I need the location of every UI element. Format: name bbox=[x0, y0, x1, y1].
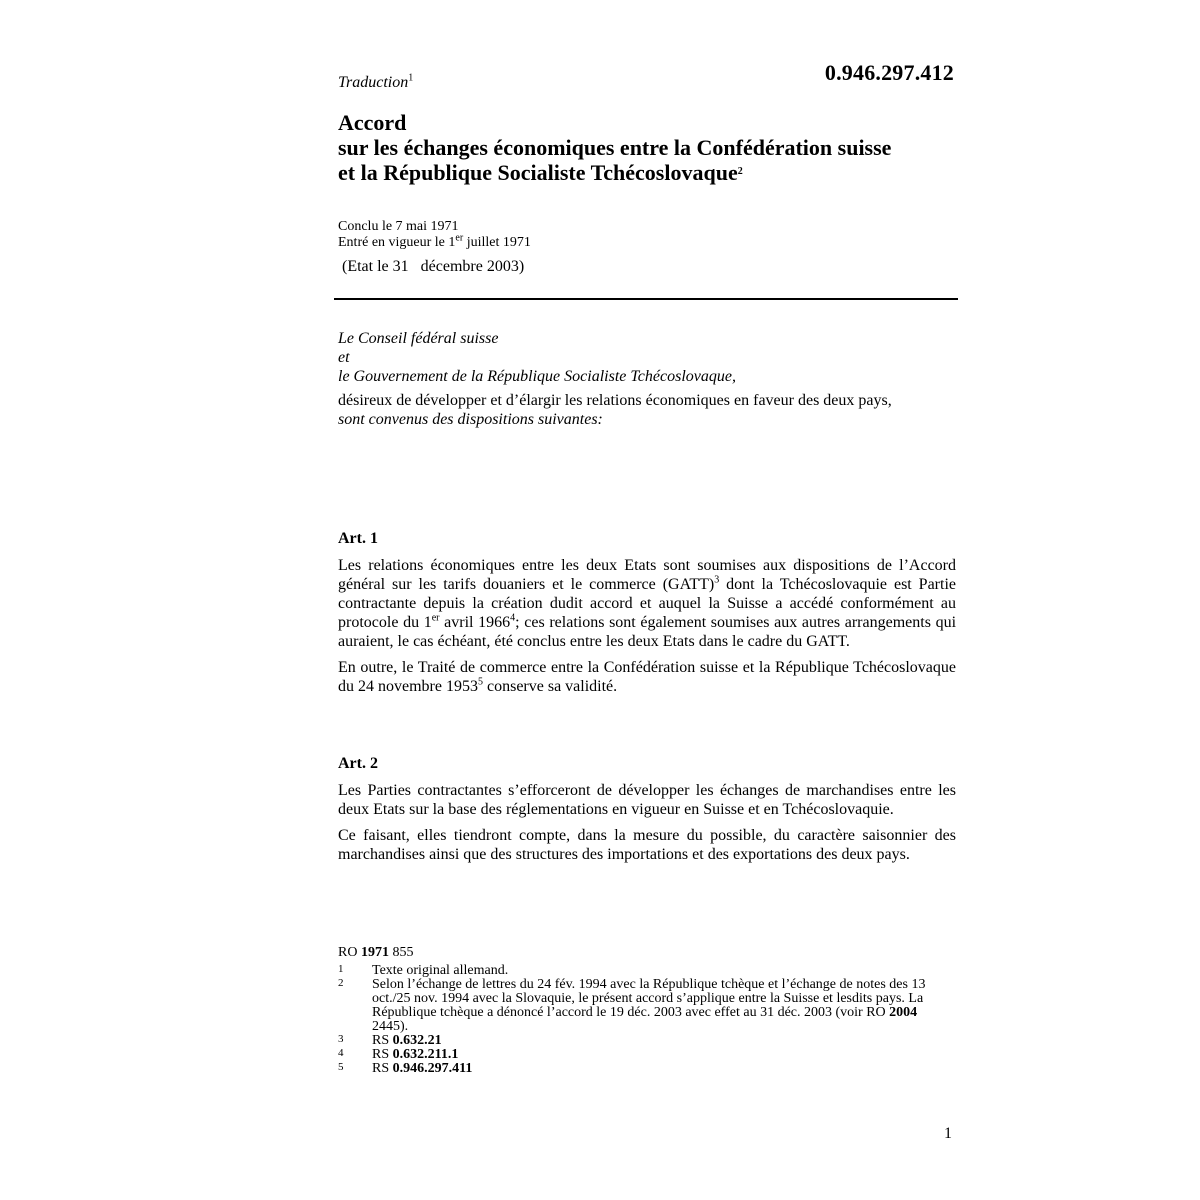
footnote-ref-4[interactable]: 4 bbox=[510, 612, 516, 624]
footnote-number: 2 bbox=[338, 977, 344, 989]
footnote-2-ro-year: 2004 bbox=[889, 1005, 918, 1020]
ro-reference bbox=[338, 946, 938, 960]
article-2-paragraph-1: Les Parties contractantes s’efforceront de développer les échanges de marchandises entre les deux Etats sur la base des réglementations en vigueur en Suisse et en Tchécoslovaquie. bbox=[338, 782, 956, 818]
footnote-text: Texte original allemand. bbox=[372, 963, 509, 978]
rs-prefix: RS bbox=[372, 1033, 393, 1048]
art1-p1-part-d: ; ces relations sont également soumises aux autres arrangements qui auraient, le cas échéant, été conclus entre les deux Etats dans le cadre du GATT. bbox=[338, 614, 957, 650]
translation-label bbox=[338, 74, 413, 92]
ro-year: 1971 bbox=[360, 945, 389, 960]
title-line-2: sur les échanges économiques entre la Confédération suisse bbox=[338, 135, 892, 160]
rs-prefix: RS bbox=[372, 1047, 393, 1062]
art1-p1-part-b: dont la Tchécoslovaquie est Partie contractante depuis la création dudit accord et auquel la Suisse a accédé conformément au protocole du 1 bbox=[338, 576, 956, 631]
entry-into-force bbox=[338, 232, 531, 251]
art1-p1-part-a: Les relations économiques entre les deux Etats sont soumises aux dispositions de l’Accord général sur les tarifs douaniers et le commerce (GATT) bbox=[338, 557, 956, 593]
preamble bbox=[338, 329, 956, 429]
agreed-text: sont convenus des dispositions suivantes: bbox=[338, 411, 603, 428]
footnote-number: 1 bbox=[338, 963, 344, 975]
article-2-heading: Art. 2 bbox=[338, 755, 378, 772]
rs-link[interactable]: 0.632.211.1 bbox=[392, 1047, 459, 1062]
ro-page: 855 bbox=[388, 945, 414, 960]
footnote-1 bbox=[338, 964, 938, 978]
rs-prefix: RS bbox=[372, 1061, 393, 1076]
footnote-number: 4 bbox=[338, 1047, 344, 1059]
footnote-text bbox=[372, 1034, 938, 1048]
rs-number: 0.946.297.412 bbox=[824, 60, 954, 85]
footnote-2-text-b: 2445). bbox=[372, 1019, 409, 1034]
party-1: Le Conseil fédéral suisse bbox=[338, 330, 499, 347]
footnote-number: 3 bbox=[338, 1033, 344, 1045]
footnote-text bbox=[372, 1062, 938, 1076]
article-1-paragraph-1 bbox=[338, 556, 956, 651]
footnote-2-text-a: Selon l’échange de lettres du 24 fév. 1994 avec la République tchèque et l’échange de notes des 13 oct./25 nov. 1994 avec la Slovaquie, le présent accord s’applique entre la Suisse et lesdits pays. La République tchèque a dénoncé l’accord le 19 déc. 2003 avec effet au 31 déc. 2003 (voir RO bbox=[372, 977, 926, 1020]
document-title bbox=[338, 110, 978, 190]
ordinal-suffix: er bbox=[431, 612, 440, 624]
title-line-3-text: et la République Socialiste Tchécoslovaque bbox=[338, 160, 738, 185]
document-meta bbox=[338, 219, 531, 251]
entry-into-force-text: Entré en vigueur le 1 bbox=[338, 235, 456, 250]
header-divider bbox=[334, 298, 958, 300]
art1-p2-part-a: En outre, le Traité de commerce entre la Confédération suisse et la République Tchécoslovaque du 24 novembre 1953 bbox=[338, 659, 956, 695]
translation-text: Traduction bbox=[338, 74, 409, 91]
footnote-text bbox=[372, 1048, 938, 1062]
footnote-ref-3[interactable]: 3 bbox=[714, 574, 720, 586]
ro-prefix: RO bbox=[338, 945, 361, 960]
rs-link[interactable]: 0.632.21 bbox=[392, 1033, 442, 1048]
state-date: (Etat le 31 décembre 2003) bbox=[338, 258, 525, 275]
concluded-date: Conclu le 7 mai 1971 bbox=[338, 219, 459, 234]
article-2 bbox=[338, 754, 956, 871]
party-2: le Gouvernement de la République Socialiste Tchécoslovaque, bbox=[338, 368, 736, 385]
purpose-text: désireux de développer et d’élargir les relations économiques en faveur des deux pays, bbox=[338, 392, 892, 409]
footnote-text bbox=[372, 978, 938, 1034]
page-number: 1 bbox=[944, 1125, 952, 1142]
footnote-number: 5 bbox=[338, 1061, 344, 1073]
art1-p2-part-b: conserve sa validité. bbox=[482, 678, 618, 695]
art1-p1-part-c: avril 1966 bbox=[439, 614, 511, 631]
article-2-paragraph-2: Ce faisant, elles tiendront compte, dans la mesure du possible, du caractère saisonnier des marchandises ainsi que des structures des importations et des exportations des deux pays. bbox=[338, 827, 956, 863]
title-line-1: Accord bbox=[338, 110, 407, 135]
title-line-3 bbox=[338, 160, 978, 190]
footnotes bbox=[338, 946, 938, 1076]
footnote-5 bbox=[338, 1062, 938, 1076]
footnote-ref-5[interactable]: 5 bbox=[477, 676, 483, 688]
article-1 bbox=[338, 529, 956, 703]
article-1-paragraph-2 bbox=[338, 658, 956, 696]
rs-link[interactable]: 0.946.297.411 bbox=[392, 1061, 473, 1076]
entry-into-force-date: juillet 1971 bbox=[463, 235, 531, 250]
footnote-ref-1[interactable]: 1 bbox=[408, 72, 414, 84]
conjunction: et bbox=[338, 349, 350, 366]
footnote-ref-2[interactable]: 2 bbox=[737, 166, 743, 177]
article-1-heading: Art. 1 bbox=[338, 530, 378, 547]
ordinal-suffix: er bbox=[455, 232, 464, 244]
footnote-4 bbox=[338, 1048, 938, 1062]
footnote-3 bbox=[338, 1034, 938, 1048]
footnote-2 bbox=[338, 978, 938, 1034]
